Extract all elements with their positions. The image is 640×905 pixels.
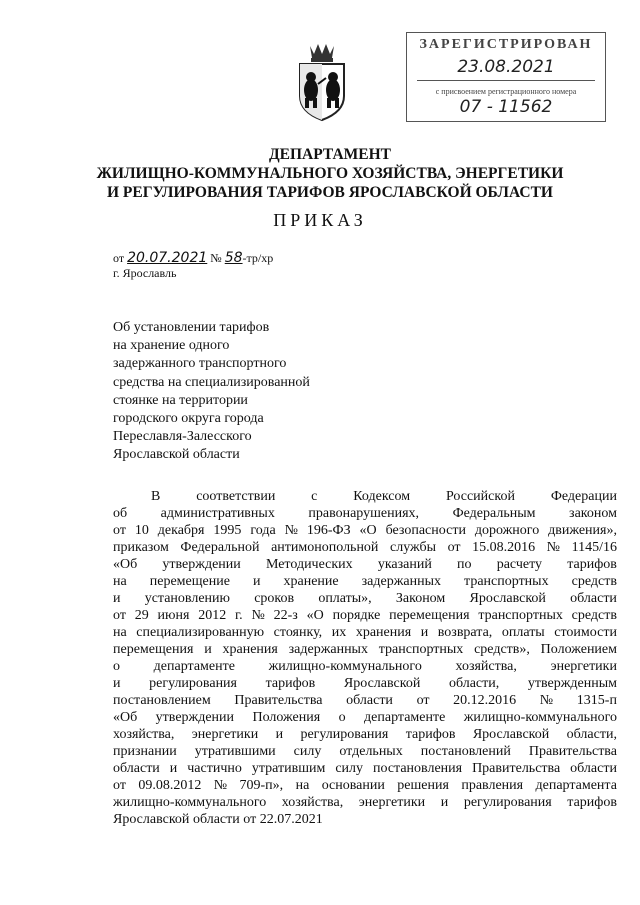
body-word: Ярославской (113, 812, 190, 827)
body-word: задержанных (361, 574, 442, 589)
body-word: жилищно-коммунального (268, 659, 422, 674)
body-line (113, 624, 617, 641)
order-subject (113, 319, 353, 465)
body-word: сроков (254, 591, 295, 606)
body-word: 09.08.2012 (138, 778, 202, 793)
order-number: 58 (224, 250, 243, 266)
stamp-date: 23.08.2021 (457, 57, 555, 77)
body-word: 2012 (198, 608, 227, 623)
body-word: Положения (252, 710, 321, 725)
body-word: декабря (157, 523, 205, 538)
body-word: тарифов (405, 727, 456, 742)
body-word: 1315-п (576, 693, 617, 708)
body-word: области, (566, 727, 617, 742)
city: г. Ярославль (113, 266, 177, 280)
department-heading-line2: ЖИЛИЩНО-КОММУНАЛЬНОГО ХОЗЯЙСТВА, ЭНЕРГЕТИКИ (96, 165, 564, 182)
body-word: Законом (395, 591, 446, 606)
body-word: от (447, 540, 461, 555)
body-word: 22.07.2021 (256, 812, 323, 827)
body-word: постановления (372, 761, 463, 776)
order-body-text (113, 488, 617, 828)
body-word: приказом (113, 540, 169, 555)
body-word: утратившим (251, 761, 326, 776)
stamp-number: 07 - 11562 (459, 97, 553, 117)
subject-line: Переславля-Залесского (113, 429, 252, 445)
body-word: правонарушениях, (308, 506, 420, 521)
body-word: средств», (474, 642, 530, 657)
body-word: стоянку, (273, 625, 323, 640)
body-word: 22-з (273, 608, 298, 623)
number-label: № (210, 251, 222, 265)
subject-line: городского округа города (113, 411, 264, 427)
body-word: тарифов (567, 795, 617, 810)
body-word: области, (448, 676, 500, 691)
body-word: «О (306, 608, 324, 623)
body-word: области (570, 591, 617, 606)
order-date-line (113, 250, 273, 266)
body-word: июня (157, 608, 190, 623)
body-word: с (311, 489, 318, 504)
body-line (113, 675, 617, 692)
body-word: антимонопольной (271, 540, 379, 555)
body-word: энергетики (358, 795, 426, 810)
body-word: Положением (540, 642, 617, 657)
body-word: возврата, (437, 625, 493, 640)
body-word: административных (160, 506, 275, 521)
body-word: средств (571, 608, 617, 623)
body-word: № (284, 523, 298, 538)
body-word: утвержденным (527, 676, 617, 691)
body-word: года (250, 523, 276, 538)
subject-line: на хранение одного (113, 338, 230, 354)
body-word: решения (397, 778, 449, 793)
body-word: 10 (134, 523, 149, 538)
body-word: Федеральным (452, 506, 536, 521)
body-word: области (346, 693, 393, 708)
body-word: о (113, 659, 120, 674)
body-word: Правительства (234, 693, 323, 708)
body-word: законом (569, 506, 617, 521)
body-line (113, 709, 617, 726)
body-word: стоимости (554, 625, 617, 640)
body-word: «Об (113, 557, 138, 572)
body-line (113, 726, 617, 743)
body-word: В (151, 489, 161, 504)
body-word: транспортных (478, 608, 563, 623)
stamp-note: с присвоением регистрационного номера (435, 87, 577, 96)
body-word: хозяйства, (455, 659, 517, 674)
body-word: области (570, 761, 617, 776)
body-word: на (295, 778, 310, 793)
body-word: соответствии (196, 489, 276, 504)
body-word: частично (187, 761, 242, 776)
body-word: хозяйства, (113, 727, 175, 742)
number-suffix: -тр/хр (242, 251, 274, 265)
date-prefix: от (113, 251, 125, 265)
body-word: утверждении (162, 557, 241, 572)
body-word: основании (321, 778, 385, 793)
subject-line: средства на специализированной (113, 374, 310, 390)
body-word: порядке (332, 608, 381, 623)
body-word: «О (359, 523, 377, 538)
department-heading-line1: ДЕПАРТАМЕНТ (268, 146, 392, 163)
body-word: хозяйства, (281, 795, 344, 810)
body-line (113, 556, 617, 573)
body-word: департамента (535, 778, 617, 793)
registration-stamp (406, 32, 606, 122)
body-word: утратившими (194, 744, 276, 759)
body-word: утверждении (155, 710, 235, 725)
body-word: 29 (134, 608, 149, 623)
body-word: Федерации (550, 489, 617, 504)
body-line (113, 488, 617, 505)
body-word: и (113, 676, 121, 691)
body-word: перемещения (389, 608, 470, 623)
body-word: об (113, 506, 128, 521)
body-word: жилищно-коммунального (463, 710, 617, 725)
body-word: энергетики (191, 727, 259, 742)
body-word: области (189, 812, 240, 827)
body-line (113, 760, 617, 777)
body-word: по (457, 557, 472, 572)
body-word: Российской (445, 489, 515, 504)
body-line (113, 692, 617, 709)
body-word: Ярославской (469, 591, 546, 606)
body-word: области (113, 761, 160, 776)
body-word: средств (571, 574, 617, 589)
body-word: 1995 (213, 523, 242, 538)
body-line (113, 539, 617, 556)
body-word: и (275, 727, 284, 742)
body-word: 1145/16 (571, 540, 617, 555)
body-word: департаменте (153, 659, 235, 674)
body-word: транспортных (378, 642, 464, 657)
body-word: от (113, 608, 126, 623)
body-word: и (252, 574, 261, 589)
body-word: от (239, 812, 257, 827)
body-word: на (113, 625, 127, 640)
body-word: Правительства (528, 744, 617, 759)
body-word: Правительства (472, 761, 561, 776)
body-word: о (338, 710, 346, 725)
department-heading-line3: И РЕГУЛИРОВАНИЯ ТАРИФОВ ЯРОСЛАВСКОЙ ОБЛАСТИ (107, 184, 553, 201)
body-word: их (331, 625, 347, 640)
body-word: энергетики (550, 659, 617, 674)
subject-line: стоянке на территории (113, 392, 248, 408)
body-word: Ярославской (472, 727, 550, 742)
body-word: постановлением (113, 693, 211, 708)
body-word: и (169, 761, 178, 776)
body-word: дорожного (474, 523, 540, 538)
body-word: правления (461, 778, 524, 793)
body-word: установлению (144, 591, 230, 606)
body-line (113, 522, 617, 539)
body-word: силу (335, 761, 364, 776)
coat-of-arms-emblem (294, 40, 350, 122)
body-word: от (113, 523, 126, 538)
body-word: 15.08.2016 (472, 540, 536, 555)
body-word: признании (113, 744, 177, 759)
body-word: регулирования (300, 727, 389, 742)
body-word: департаменте (364, 710, 446, 725)
body-word: постановлений (420, 744, 511, 759)
subject-line: задержанного транспортного (113, 356, 287, 372)
document-type: ПРИКАЗ (273, 210, 367, 230)
stamp-divider (417, 80, 595, 81)
body-word: транспортных (464, 574, 549, 589)
body-line (113, 641, 617, 658)
body-word: движения», (548, 523, 617, 538)
body-word: г. (235, 608, 243, 623)
body-word: оплаты», (318, 591, 372, 606)
body-word: специализированную (136, 625, 265, 640)
order-date: 20.07.2021 (127, 250, 208, 266)
body-word: тарифов (265, 676, 316, 691)
body-word: указаний (377, 557, 432, 572)
body-word: регулирования (463, 795, 552, 810)
body-word: 709-п», (239, 778, 284, 793)
body-word: «Об (113, 710, 138, 725)
body-line (113, 811, 617, 828)
body-word: от (416, 693, 430, 708)
body-word: жилищно-коммунального (113, 795, 267, 810)
body-line (113, 743, 617, 760)
body-line (113, 505, 617, 522)
body-line (113, 658, 617, 675)
body-word: регулирования (149, 676, 237, 691)
body-word: и (113, 591, 121, 606)
subject-line: Ярославской области (113, 447, 240, 463)
body-word: силу (293, 744, 322, 759)
body-line (113, 777, 617, 794)
body-word: Ярославской (343, 676, 421, 691)
stamp-title: ЗАРЕГИСТРИРОВАН (419, 37, 593, 52)
body-word: задержанных (288, 642, 368, 657)
body-word: хранения (355, 625, 412, 640)
body-word: Федеральной (180, 540, 260, 555)
body-word: № (251, 608, 265, 623)
body-word: оплаты (501, 625, 545, 640)
body-word: № (213, 778, 228, 793)
body-word: безопасности (385, 523, 466, 538)
body-word: перемещения (113, 642, 194, 657)
body-word: № (539, 693, 554, 708)
body-line (113, 590, 617, 607)
body-word: 20.12.2016 (453, 693, 517, 708)
body-word: № (546, 540, 561, 555)
subject-line: Об установлении тарифов (113, 320, 270, 335)
body-word: на (113, 574, 127, 589)
body-word: перемещение (149, 574, 230, 589)
body-word: Кодексом (353, 489, 411, 504)
body-line (113, 794, 617, 811)
body-word: тарифов (567, 557, 617, 572)
body-word: и (420, 625, 429, 640)
body-word: и (440, 795, 449, 810)
body-word: службы (390, 540, 437, 555)
body-word: и (204, 642, 212, 657)
body-word: 196-ФЗ (306, 523, 351, 538)
body-word: от (113, 778, 126, 793)
body-word: хранение (283, 574, 339, 589)
body-line (113, 607, 617, 624)
body-word: хранения (222, 642, 278, 657)
body-word: Методических (265, 557, 353, 572)
body-word: расчету (496, 557, 543, 572)
body-word: отдельных (339, 744, 403, 759)
body-line (113, 573, 617, 590)
